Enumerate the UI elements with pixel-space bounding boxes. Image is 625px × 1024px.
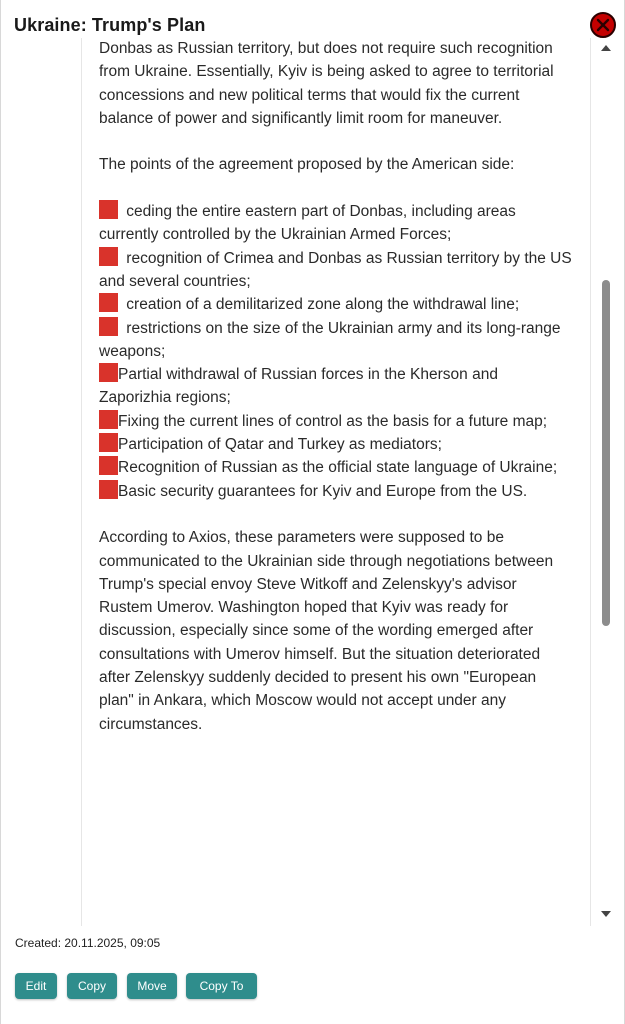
red-square-icon	[99, 456, 118, 475]
red-square-icon	[99, 317, 118, 336]
list-item: ceding the entire eastern part of Donbas, including areas currently controlled by the Ukrainian Armed Forces;	[99, 200, 574, 247]
title-bar	[1, 0, 625, 40]
points-heading: The points of the agreement proposed by the American side:	[99, 156, 515, 174]
list-item: creation of a demilitarized zone along the withdrawal line;	[99, 293, 574, 316]
copy-to-button[interactable]: Copy To	[186, 973, 257, 999]
vertical-scrollbar[interactable]	[599, 40, 613, 924]
red-square-icon	[99, 363, 118, 382]
list-item: Fixing the current lines of control as the basis for a future map;	[99, 410, 574, 433]
close-button[interactable]	[590, 12, 616, 38]
red-square-icon	[99, 247, 118, 266]
list-item: Partial withdrawal of Russian forces in the Kherson and Zaporizhia regions;	[99, 363, 574, 410]
list-item: Participation of Qatar and Turkey as mediators;	[99, 433, 574, 456]
copy-button[interactable]: Copy	[67, 973, 117, 999]
scrollbar-thumb[interactable]	[602, 280, 610, 626]
list-item: Basic security guarantees for Kyiv and Europe from the US.	[99, 480, 574, 503]
created-timestamp: Created: 20.11.2025, 09:05	[15, 936, 161, 950]
window-title: Ukraine: Trump's Plan	[14, 15, 206, 35]
move-button[interactable]: Move	[127, 973, 177, 999]
list-item: restrictions on the size of the Ukrainian army and its long-range weapons;	[99, 317, 574, 364]
list-item: Recognition of Russian as the official state language of Ukraine;	[99, 456, 574, 479]
list-item: recognition of Crimea and Donbas as Russian territory by the US and several countries;	[99, 247, 574, 294]
red-square-icon	[99, 293, 118, 312]
note-content-frame[interactable]	[81, 38, 591, 926]
scroll-down-arrow-icon[interactable]	[601, 911, 611, 917]
note-body	[99, 38, 574, 759]
red-square-icon	[99, 410, 118, 429]
close-icon	[595, 17, 611, 33]
points-list	[99, 200, 574, 503]
red-square-icon	[99, 433, 118, 452]
closing-paragraph: According to Axios, these parameters were supposed to be communicated to the Ukrainian side through negotiations between Trump's special envoy Steve Witkoff and Zelenskyy's advisor Rustem Umerov. Washington hoped that Kyiv was ready for discussion, especially since some of the wording emerged after consultations with Umerov himself. But the situation deteriorated after Zelenskyy suddenly decided to present his own "European plan" in Ankara, which Moscow would not accept under any circumstances.	[99, 529, 554, 733]
edit-button[interactable]: Edit	[15, 973, 57, 999]
red-square-icon	[99, 480, 118, 499]
red-square-icon	[99, 200, 118, 219]
scroll-up-arrow-icon[interactable]	[601, 45, 611, 51]
intro-paragraph: Donbas as Russian territory, but does not require such recognition from Ukraine. Essentially, Kyiv is being asked to agree to territorial concessions and new political terms that would fix the current balance of power and significantly limit room for maneuver.	[99, 40, 554, 127]
